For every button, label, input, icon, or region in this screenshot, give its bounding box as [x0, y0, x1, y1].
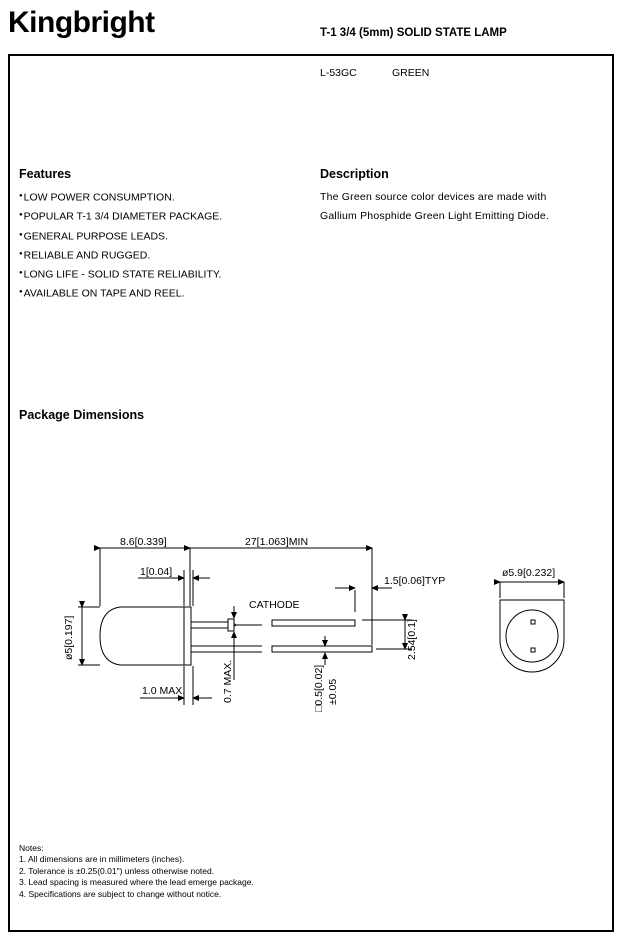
part-color: GREEN — [392, 67, 430, 79]
led-lead-lower-end — [272, 646, 372, 652]
feature-item: ● POPULAR T-1 3/4 DIAMETER PACKAGE. — [19, 207, 222, 226]
led-lead-lower — [191, 646, 262, 652]
document-title: T-1 3/4 (5mm) SOLID STATE LAMP — [320, 27, 507, 39]
dim-led-length: 8.6[0.339] — [120, 536, 167, 548]
dim-lead-square: □0.5[0.02] — [313, 664, 325, 712]
dim-lead-offset: 1.5[0.06]TYP — [384, 575, 446, 587]
brand-logo: Kingbright — [8, 6, 155, 39]
part-number: L-53GC — [320, 67, 357, 79]
dim-flange-diameter: ø5.9[0.232] — [502, 567, 556, 579]
feature-item: ● GENERAL PURPOSE LEADS. — [19, 227, 222, 246]
label-cathode: CATHODE — [249, 599, 300, 611]
dim-lead-bend: 0.7 MAX. — [222, 659, 234, 703]
led-lead-upper-end — [272, 620, 355, 626]
led-lens-outline — [100, 607, 190, 665]
led-flange — [184, 607, 191, 665]
note-item: 4. Specifications are subject to change without notice. — [19, 888, 222, 899]
feature-item: ● LOW POWER CONSUMPTION. — [19, 188, 222, 207]
package-heading: Package Dimensions — [19, 408, 145, 422]
features-heading: Features — [19, 167, 72, 181]
dim-flange-max: 1.0 MAX. — [142, 685, 186, 697]
dim-lead-spacing: 2.54[0.1] — [406, 619, 418, 660]
feature-item: ● AVAILABLE ON TAPE AND REEL. — [19, 284, 222, 303]
description-line: Gallium Phosphide Green Light Emitting Diode. — [320, 210, 550, 222]
dim-lens-diameter: ø5[0.197] — [63, 615, 75, 660]
feature-item: ● LONG LIFE - SOLID STATE RELIABILITY. — [19, 265, 222, 284]
note-item: 3. Lead spacing is measured where the lead emerge package. — [19, 877, 254, 888]
notes-heading: Notes: — [19, 843, 44, 853]
note-item: 1. All dimensions are in millimeters (inches). — [19, 854, 185, 865]
dim-flange-thickness: 1[0.04] — [140, 566, 173, 578]
description-line: The Green source color devices are made with — [320, 191, 547, 203]
led-front-outline — [500, 600, 564, 672]
feature-item: ● RELIABLE AND RUGGED. — [19, 246, 222, 265]
notes-section — [19, 843, 254, 900]
dim-lead-length: 27[1.063]MIN — [245, 536, 309, 548]
dim-lead-tolerance: ±0.05 — [327, 678, 339, 705]
description-heading: Description — [320, 167, 389, 181]
led-front-lens — [506, 610, 558, 662]
note-item: 2. Tolerance is ±0.25(0.01") unless otherwise noted. — [19, 865, 215, 876]
